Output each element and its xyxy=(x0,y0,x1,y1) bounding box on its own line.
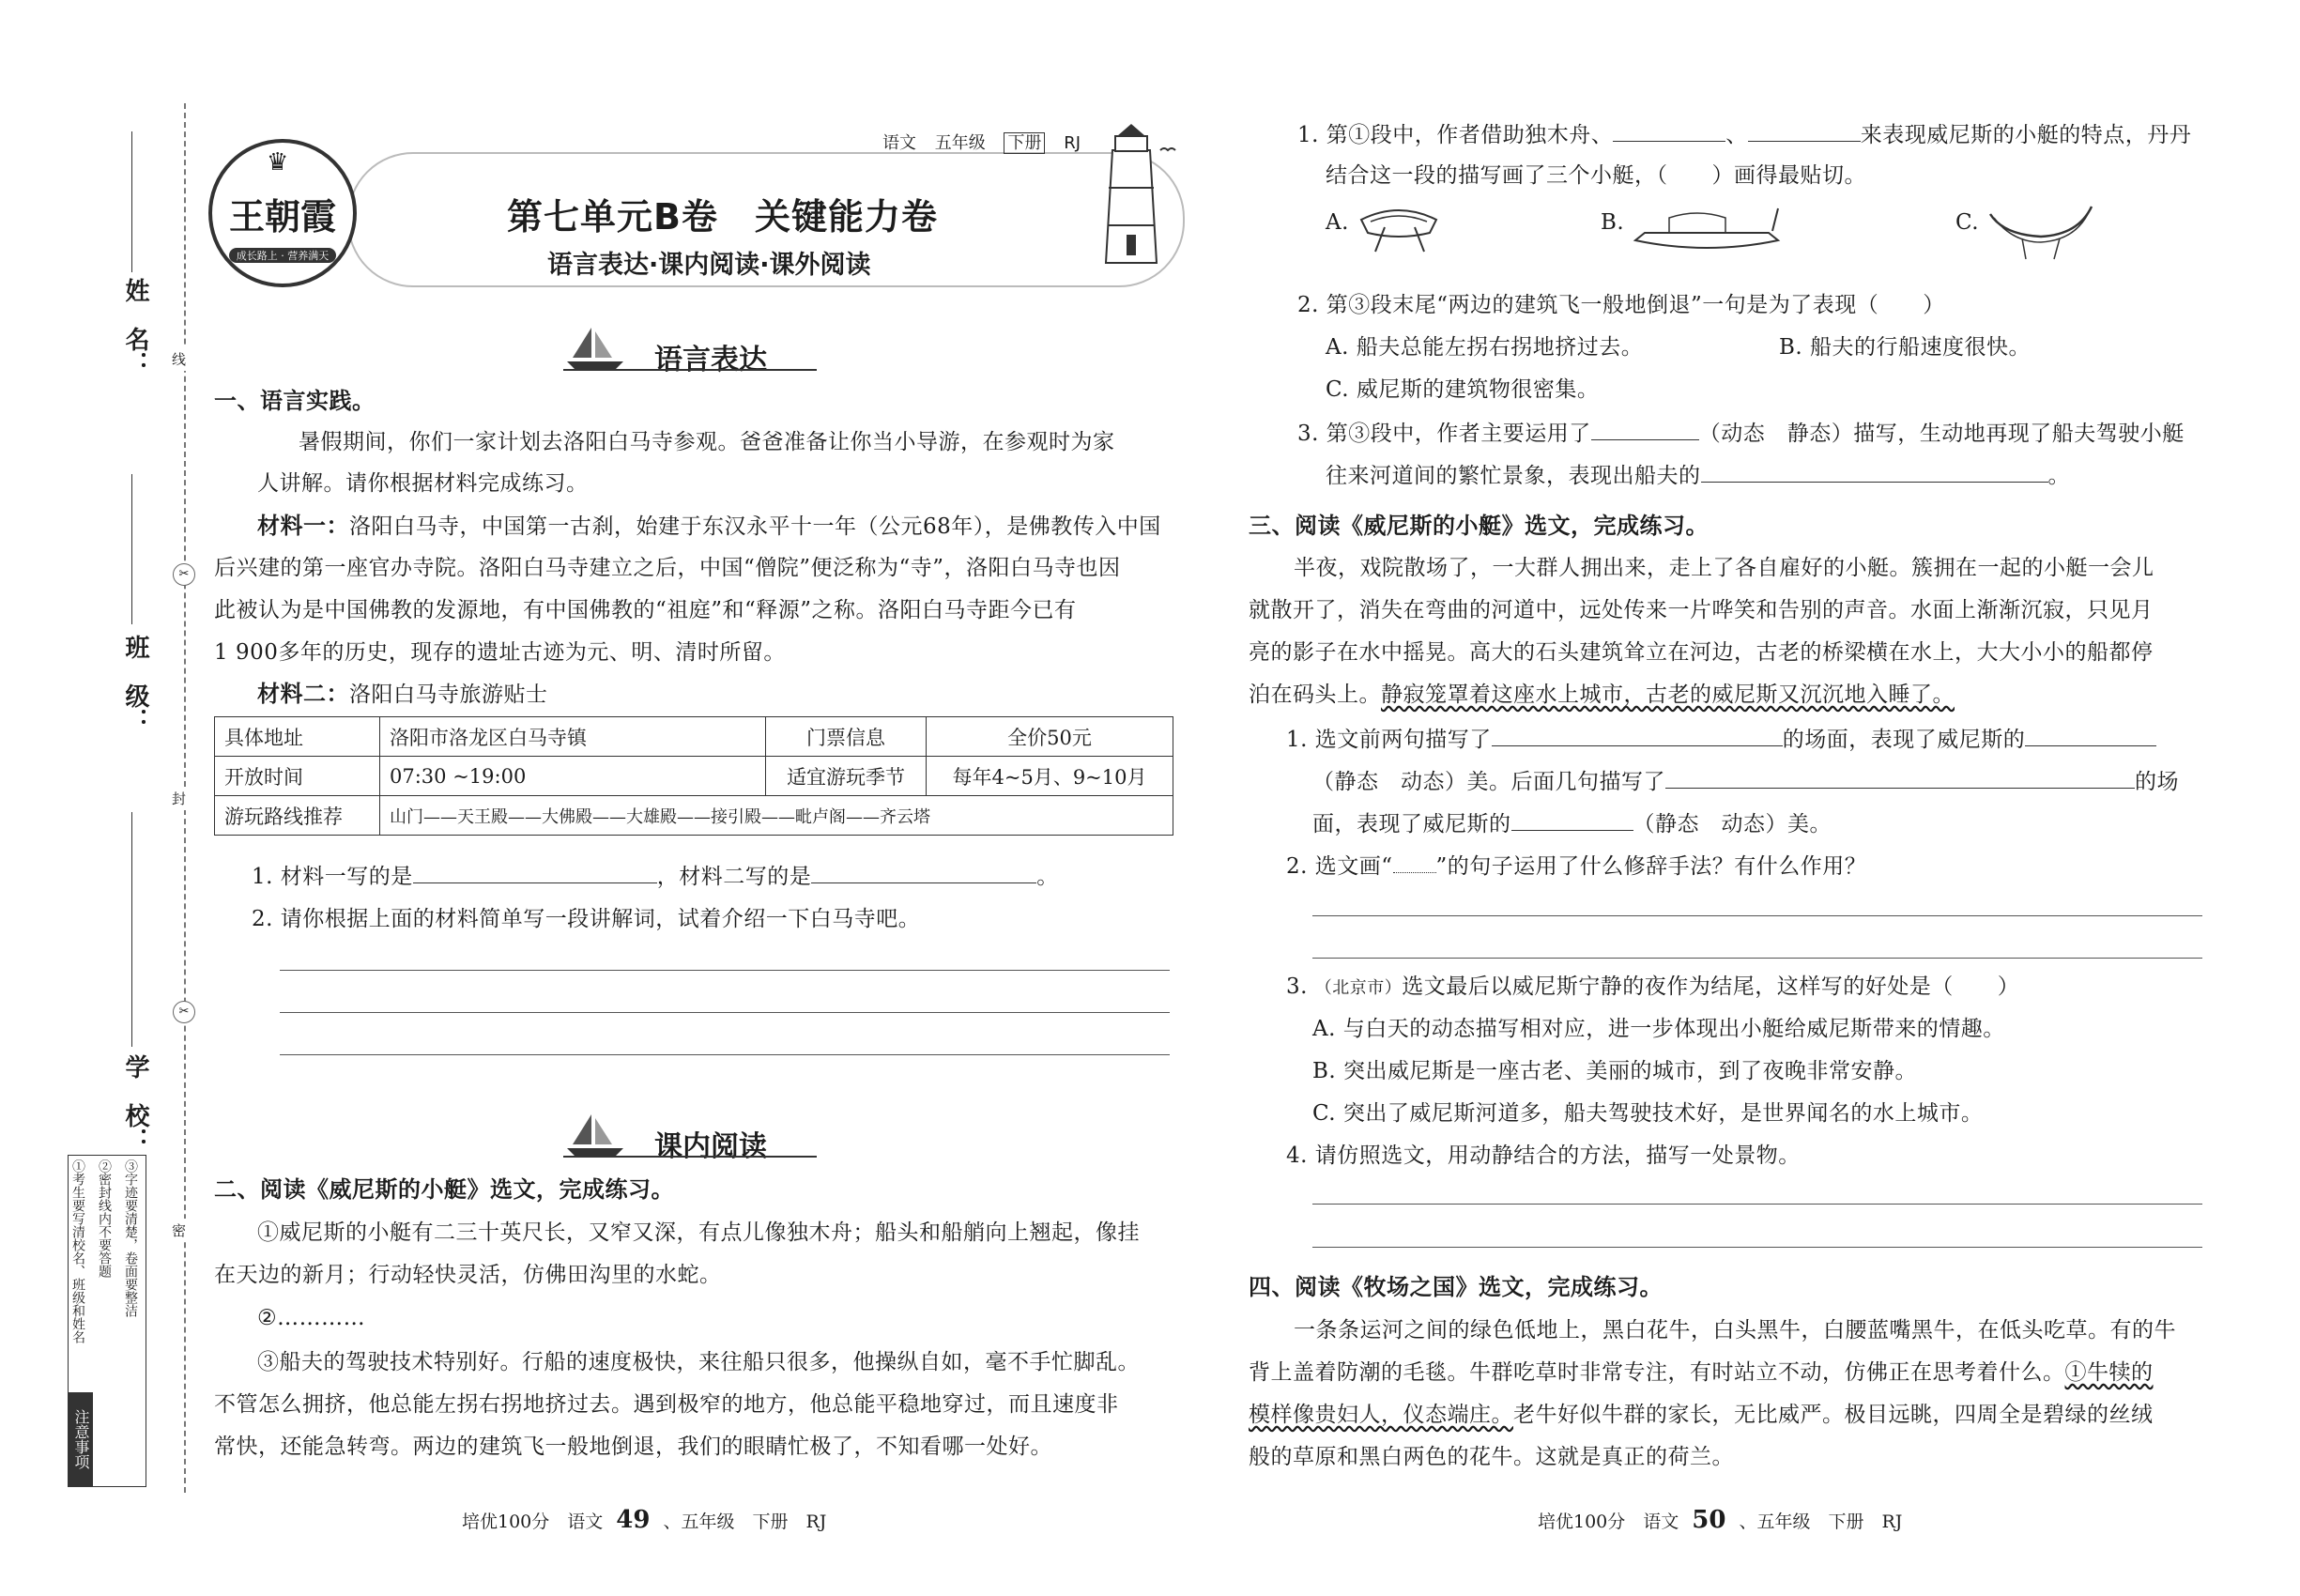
page-footer-left: 培优100分 语文 49 、五年级 下册 RJ xyxy=(462,1506,827,1534)
material1-line: 此被认为是中国佛教的发源地，有中国佛教的“祖庭”和“释源”之称。洛阳白马寺距今已有 xyxy=(214,598,1077,622)
answer-line[interactable] xyxy=(1312,958,2202,959)
canoe-boat-image xyxy=(1357,199,1441,255)
notes-title: 注意事项 xyxy=(69,1392,93,1486)
answer-line[interactable] xyxy=(280,970,1170,971)
r-q2-option-a: A. 船夫总能左拐右拐地挤过去。 xyxy=(1326,335,1644,360)
notes-box xyxy=(68,1155,146,1487)
travel-tips-table xyxy=(214,716,1173,836)
material1-line: 后兴建的第一座官办寺院。洛阳白马寺建立之后，中国“僧院”便泛称为“寺”，洛阳白马寺也因 xyxy=(214,556,1121,580)
sailboat-icon xyxy=(563,1111,638,1158)
table-row xyxy=(215,717,1173,757)
passage-line: 背上盖着防潮的毛毯。牛群吃草时非常专注，有时站立不动，仿佛正在思考着什么。①牛犊的 xyxy=(1249,1360,2154,1385)
answer-line[interactable] xyxy=(280,1012,1170,1013)
s3-q2: 2. 选文画“ ”的句子运用了什么修辞手法？有什么作用？ xyxy=(1286,852,1866,881)
s3-q4: 4. 请仿照选文，用动静结合的方法，描写一处景物。 xyxy=(1286,1143,1801,1168)
q1-heading: 一、语言实践。 xyxy=(214,388,376,414)
name-field[interactable] xyxy=(131,131,132,272)
r-q2: 2. 第③段末尾“两边的建筑飞一般地倒退”一句是为了表现（ ） xyxy=(1297,293,1945,317)
s3-q3-option-b: B. 突出威尼斯是一座古老、美丽的城市，到了夜晚非常安静。 xyxy=(1312,1059,1918,1083)
material1-label: 材料一： xyxy=(257,513,349,539)
r-q2-option-c: C. 威尼斯的建筑物很密集。 xyxy=(1326,377,1600,402)
notes-item: ②密封线内不要答题 xyxy=(97,1159,112,1278)
underlined-sentence: ①牛犊的 xyxy=(2064,1360,2154,1385)
cut-mark-xian: 线 xyxy=(172,347,186,371)
brand-name: 王朝霞 xyxy=(228,195,336,238)
passage-line: 在天边的新月；行动轻快灵活，仿佛田沟里的水蛇。 xyxy=(214,1263,722,1287)
table-cell: 具体地址 xyxy=(215,717,380,757)
brand-logo xyxy=(208,139,357,287)
q1-intro-line: 暑假期间，你们一家计划去洛阳白马寺参观。爸爸准备让你当小导游，在参观时为家 xyxy=(299,430,1115,454)
table-row xyxy=(215,757,1173,796)
option-b-label: B. xyxy=(1601,210,1625,235)
scissors-icon: ✂ xyxy=(173,563,195,586)
page-number: 50 xyxy=(1692,1506,1726,1534)
tag-grade: 五年级 xyxy=(934,133,986,153)
passage-line: 般的草原和黑白两色的花牛。这就是真正的荷兰。 xyxy=(1249,1445,1734,1469)
material1-line: 1 900多年的历史，现存的遗址古迹为元、明、清时所留。 xyxy=(214,640,786,665)
section-title-language: 语言表达 xyxy=(654,344,767,376)
table-cell: 全价50元 xyxy=(927,717,1173,757)
passage-line: 半夜，戏院散场了，一大群人拥出来，走上了各自雇好的小艇。簇拥在一起的小艇一会儿 xyxy=(1294,556,2154,580)
answer-blank[interactable] xyxy=(413,862,657,883)
school-label: 学 校： xyxy=(121,1054,149,1152)
passage-line: 常快，还能急转弯。两边的建筑飞一般地倒退，我们的眼睛忙极了，不知看哪一处好。 xyxy=(214,1435,1052,1459)
table-row xyxy=(215,796,1173,836)
table-cell: 游玩路线推荐 xyxy=(215,796,380,836)
table-cell: 开放时间 xyxy=(215,757,380,796)
table-cell: 门票信息 xyxy=(766,717,927,757)
s3-q1-line3: 面，表现了威尼斯的 （静态 动态）美。 xyxy=(1312,809,1832,838)
answer-line[interactable] xyxy=(1312,915,2202,916)
s3-q3-option-c: C. 突出了威尼斯河道多，船夫驾驶技术好，是世界闻名的水上城市。 xyxy=(1312,1101,1984,1126)
passage-line: 亮的影子在水中摇晃。高大的石头建筑耸立在河边，古老的桥梁横在水上，大大小小的船都停 xyxy=(1249,640,2154,665)
scissors-icon: ✂ xyxy=(173,1001,195,1023)
passage-line: 不管怎么拥挤，他总能左拐右拐地挤过去。遇到极窄的地方，他总能平稳地穿过，而且速度非 xyxy=(214,1392,1119,1417)
s3-q3: 3. （北京市）选文最后以威尼斯宁静的夜作为结尾，这样写的好处是（ ） xyxy=(1286,974,2020,999)
page-number: 49 xyxy=(616,1506,651,1534)
section-title-rule xyxy=(563,369,817,371)
class-field[interactable] xyxy=(131,474,132,624)
passage-line: 就散开了，消失在弯曲的河道中，远处传来一片哗笑和告别的声音。水面上渐渐沉寂，只见月 xyxy=(1249,598,2154,622)
answer-blank[interactable] xyxy=(1511,809,1633,831)
header-tags xyxy=(882,130,1081,154)
section-title-rule xyxy=(563,1156,817,1158)
r-q3: 3. 第③段中，作者主要运用了 （动态 静态）描写，生动地再现了船夫驾驶小艇 xyxy=(1297,419,2185,448)
passage-line: ②………… xyxy=(257,1306,366,1330)
answer-blank[interactable] xyxy=(1492,725,1783,746)
gondola-image xyxy=(1985,197,2097,263)
answer-blank[interactable] xyxy=(1591,419,1699,440)
binding-strip xyxy=(0,0,188,1596)
answer-line[interactable] xyxy=(280,1054,1170,1055)
r-q3-line2: 往来河道间的繁忙景象，表现出船夫的 。 xyxy=(1326,461,2070,490)
cut-mark-mi: 密 xyxy=(172,1219,186,1242)
passage-line: 一条条运河之间的绿色低地上，黑白花牛，白头黑牛，白腰蓝嘴黑牛，在低头吃草。有的牛 xyxy=(1294,1318,2176,1343)
answer-line[interactable] xyxy=(1312,1247,2202,1248)
page-footer-right: 培优100分 语文 50 、五年级 下册 RJ xyxy=(1538,1506,1903,1534)
r-q2-option-b: B. 船夫的行船速度很快。 xyxy=(1779,335,2032,360)
s3-q1: 1. 选文前两句描写了 的场面，表现了威尼斯的 xyxy=(1286,725,2156,754)
r-q1: 1. 第①段中，作者借助独木舟、 、 来表现威尼斯的小艇的特点，丹丹 xyxy=(1297,120,2191,149)
page-subtitle: 语言表达·课内阅读·课外阅读 xyxy=(547,251,871,280)
material1-line: 材料一：洛阳白马寺，中国第一古刹，始建于东汉永平十一年（公元68年），是佛教传入中国 xyxy=(257,513,1161,539)
s3-q1-line2: （静态 动态）美。后面几句描写了 的场 xyxy=(1312,767,2179,796)
underlined-sentence: 静寂笼罩着这座水上城市，古老的威尼斯又沉沉地入睡了。 xyxy=(1381,683,1955,707)
s3-heading: 三、阅读《威尼斯的小艇》选文，完成练习。 xyxy=(1249,513,1709,539)
table-cell: 适宜游玩季节 xyxy=(766,757,927,796)
lighthouse-icon xyxy=(1080,122,1183,272)
school-field[interactable] xyxy=(131,812,132,1047)
class-label: 班 级： xyxy=(121,635,149,732)
crown-icon: ♛ xyxy=(267,148,289,176)
sailboat-icon xyxy=(563,324,638,371)
table-cell: 山门——天王殿——大佛殿——大雄殿——接引殿——毗卢阁——齐云塔 xyxy=(380,796,1173,836)
answer-blank[interactable] xyxy=(2025,725,2156,746)
material2-line: 材料二：洛阳白马寺旅游贴士 xyxy=(257,681,548,707)
passage-line: ①威尼斯的小艇有二三十英尺长，又窄又深，有点儿像独木舟；船头和船艄向上翘起，像挂 xyxy=(257,1220,1140,1245)
s3-q3-option-a: A. 与白天的动态描写相对应，进一步体现出小艇给威尼斯带来的情趣。 xyxy=(1312,1017,2005,1041)
material2-label: 材料二： xyxy=(257,681,349,707)
passage-line: 泊在码头上。静寂笼罩着这座水上城市，古老的威尼斯又沉沉地入睡了。 xyxy=(1249,683,1955,707)
option-c-label: C. xyxy=(1955,210,1980,235)
tag-subject: 语文 xyxy=(882,133,916,153)
section-title-reading: 课内阅读 xyxy=(654,1130,767,1163)
answer-line[interactable] xyxy=(1312,1204,2202,1205)
tag-edition: RJ xyxy=(1064,133,1081,153)
q2-heading: 二、阅读《威尼斯的小艇》选文，完成练习。 xyxy=(214,1176,674,1203)
cut-mark-feng: 封 xyxy=(172,787,186,810)
table-cell: 洛阳市洛龙区白马寺镇 xyxy=(380,717,766,757)
underlined-sentence: 模样像贵妇人，仪态端庄。 xyxy=(1249,1403,1513,1427)
table-cell: 07:30 ~19:00 xyxy=(380,757,766,796)
flat-boat-image xyxy=(1632,207,1782,263)
tag-volume: 下册 xyxy=(1004,132,1045,154)
name-label: 姓 名： xyxy=(121,278,149,376)
r-q1-line2: 结合这一段的描写画了三个小艇，（ ）画得最贴切。 xyxy=(1326,163,1866,188)
answer-blank[interactable] xyxy=(811,862,1036,883)
q1-intro-line: 人讲解。请你根据材料完成练习。 xyxy=(257,471,589,496)
notes-item: ①考生要写清校名、班级和姓名 xyxy=(70,1159,85,1343)
answer-blank xyxy=(1393,852,1436,873)
table-cell: 每年4~5月、9~10月 xyxy=(927,757,1173,796)
answer-blank[interactable] xyxy=(1665,767,2135,789)
q1-2: 2. 请你根据上面的材料简单写一段讲解词，试着介绍一下白马寺吧。 xyxy=(252,907,921,931)
answer-blank[interactable] xyxy=(1701,461,2048,483)
s4-heading: 四、阅读《牧场之国》选文，完成练习。 xyxy=(1249,1274,1663,1300)
option-a-label: A. xyxy=(1326,210,1349,235)
passage-line: 模样像贵妇人，仪态端庄。老牛好似牛群的家长，无比威严。极目远眺，四周全是碧绿的丝绒 xyxy=(1249,1403,2154,1427)
q1-1: 1. 材料一写的是 ，材料二写的是 。 xyxy=(252,862,1059,891)
passage-line: ③船夫的驾驶技术特别好。行船的速度极快，来往船只很多，他操纵自如，毫不手忙脚乱。 xyxy=(257,1350,1140,1374)
brand-tagline: 成长路上 · 营养满天 xyxy=(229,248,336,263)
answer-blank[interactable] xyxy=(1748,120,1861,142)
region-tag: （北京市） xyxy=(1314,978,1403,998)
page-title: 第七单元B卷 关键能力卷 xyxy=(507,196,938,238)
answer-blank[interactable] xyxy=(1613,120,1725,142)
notes-item: ③字迹要清楚，卷面要整洁 xyxy=(123,1159,138,1317)
